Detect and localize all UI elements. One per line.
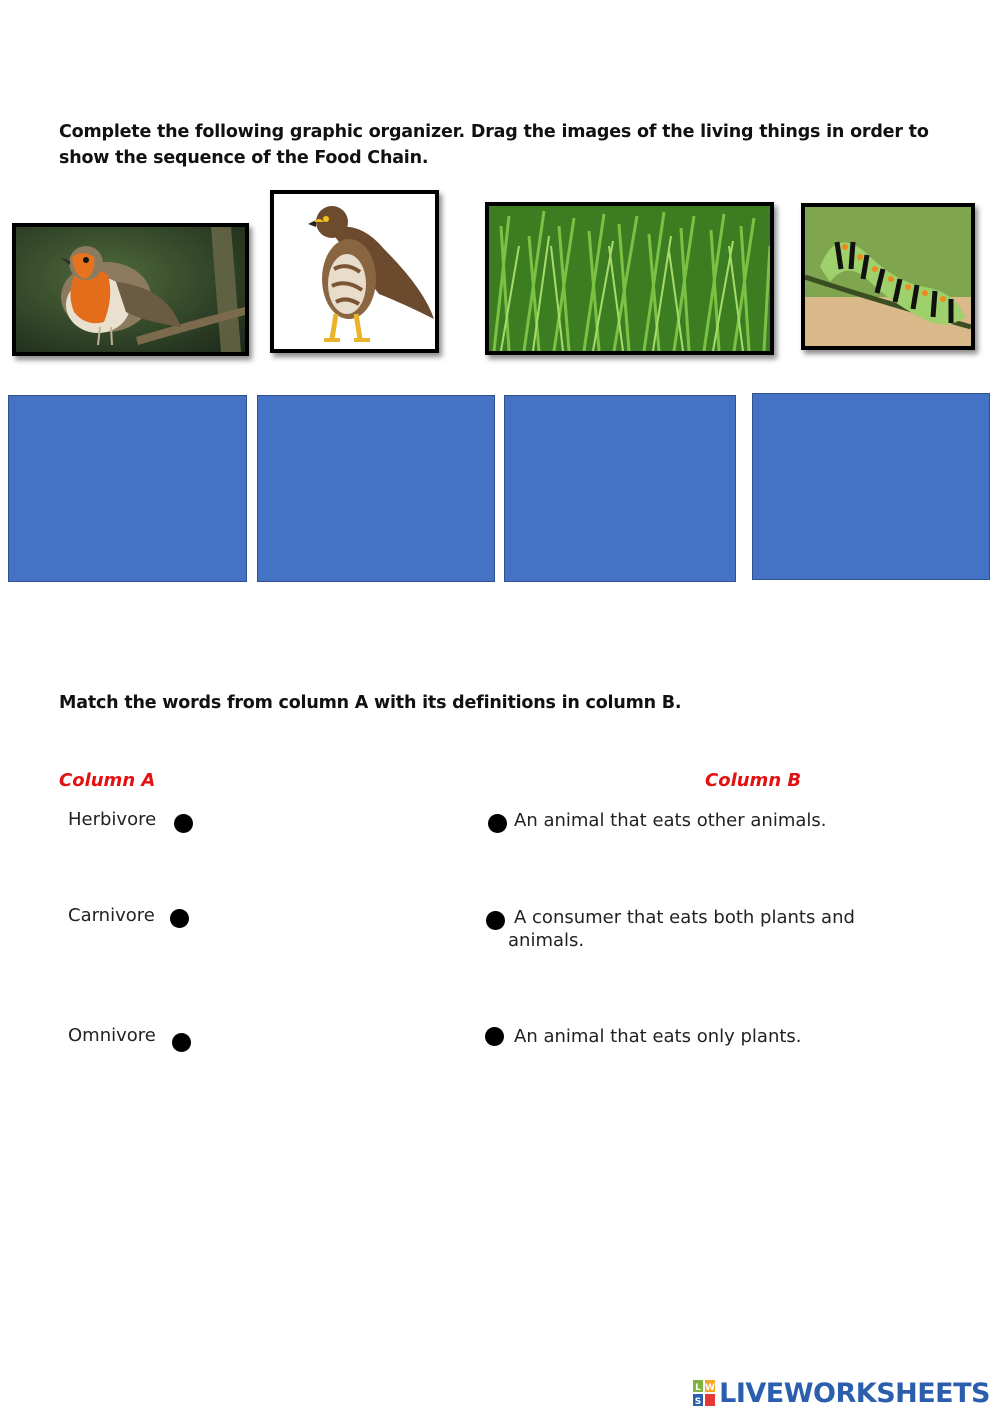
logo-letter-w: W [705, 1383, 716, 1393]
match-dot-b1[interactable] [488, 814, 507, 833]
definition-1: An animal that eats other animals. [514, 810, 827, 831]
word-omnivore: Omnivore [68, 1025, 156, 1046]
matching-instruction: Match the words from column A with its definitions in column B. [59, 693, 682, 713]
logo-letter-l: L [695, 1383, 702, 1393]
drop-zone-3[interactable] [504, 395, 736, 582]
robin-image[interactable] [12, 223, 249, 356]
drop-zone-4[interactable] [752, 393, 990, 580]
drop-zone-2[interactable] [257, 395, 495, 582]
logo-text: LIVEWORKSHEETS [719, 1377, 990, 1409]
drop-zone-1[interactable] [8, 395, 247, 582]
word-herbivore: Herbivore [68, 809, 157, 830]
liveworksheets-logo [693, 1377, 990, 1409]
robin-bird-icon [16, 227, 245, 352]
hawk-icon [274, 194, 435, 349]
grass-image[interactable] [485, 202, 774, 355]
logo-letter-s: S [694, 1397, 702, 1406]
match-dot-b3[interactable] [485, 1027, 504, 1046]
grass-icon [489, 206, 770, 351]
logo-mark-icon [693, 1380, 715, 1406]
column-b-heading: Column B [705, 770, 802, 791]
definition-2: A consumer that eats both plants and animals. [508, 907, 855, 951]
caterpillar-icon [805, 207, 971, 346]
hawk-image[interactable] [270, 190, 439, 353]
definition-3: An animal that eats only plants. [514, 1026, 802, 1047]
column-a-heading: Column A [59, 770, 156, 791]
match-dot-a1[interactable] [174, 814, 193, 833]
match-dot-a2[interactable] [170, 909, 189, 928]
match-dot-b2[interactable] [486, 911, 505, 930]
caterpillar-image[interactable] [801, 203, 975, 350]
food-chain-instruction: Complete the following graphic organizer. Drag the images of the living things in order to show the sequence of the Food Chain. [59, 122, 929, 168]
word-carnivore: Carnivore [68, 905, 155, 926]
match-dot-a3[interactable] [172, 1033, 191, 1052]
